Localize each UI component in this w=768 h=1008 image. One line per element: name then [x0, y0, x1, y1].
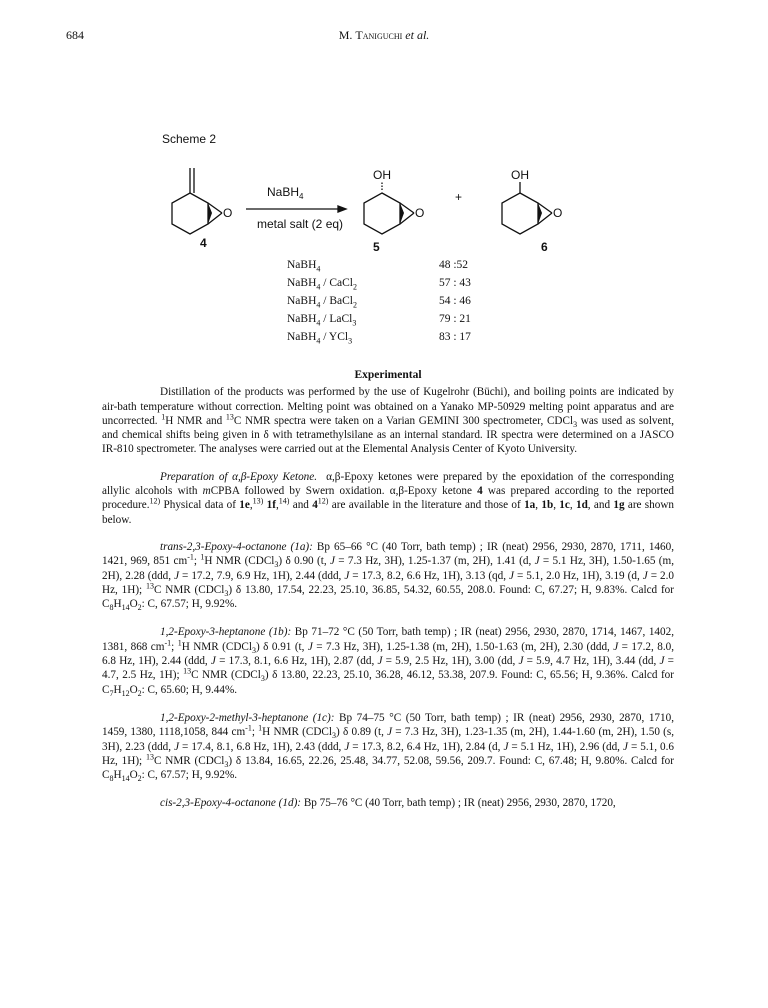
ratio-reagent: NaBH$_4$ / LaCl$_3$ [287, 313, 357, 328]
oxygen-label-6: O [553, 206, 563, 220]
preparation-paragraph: Preparation of α,β-Epoxy Ketone. α,β-Epoxy ketones were prepared by the epoxidation of the corresponding allylic alcohols with mCPBA followed by Swern oxidation. α,β-Epoxy ketone 4 was prepared according to the reported procedure.$^{12)}$ Physical data of 1e,$^{13)}$ 1f,$^{14)}$ and 4$^{12)}$ are available in the literature and those of 1a, 1b, 1c, 1d, and 1g are shown below. [102, 470, 675, 526]
oxygen-label-5: O [415, 206, 425, 220]
ratio-reagent: NaBH$_4$ / CaCl$_2$ [287, 277, 357, 292]
plus-sign: + [455, 190, 463, 204]
preparation-title: Preparation of α,β-Epoxy Ketone. [160, 470, 318, 483]
experimental-heading: Experimental [354, 369, 422, 381]
compound-1d-data: cis-2,3-Epoxy-4-octanone (1d): Bp 75–76 °C (40 Torr, bath temp) ; IR (neat) 2956, 2930, 2870, 1720, [160, 797, 616, 810]
ratio-value: 79 : 21 [438, 313, 471, 325]
compound-5-structure [364, 182, 414, 234]
scheme-title: Scheme 2 [162, 132, 217, 146]
ratio-row [287, 292, 471, 310]
ratio-value: 83 : 17 [438, 331, 471, 343]
experimental-section [102, 368, 674, 825]
compound-number-4: 4 [200, 236, 207, 250]
compound-1b-data: 1,2-Epoxy-3-heptanone (1b): Bp 71–72 °C (50 Torr, bath temp) ; IR (neat) 2956, 2930, 2870, 1714, 1467, 1402, 1381, 868 $cm^{-1}$; $^1$H NMR (CDCl$_3$) δ 0.91 (t, J = 7.3 Hz, 3H), 1.25-1.38 (m, 2H), 1.50-1.63 (m, 2H), 2.30 (ddd, J = 17.2, 8.0, 6.8 Hz, 1H), 2.44 (ddd, J = 17.3, 8.1, 6.6 Hz, 1H), 2.87 (dd, J = 5.9, 2.5 Hz, 1H), 3.00 (dd, J = 5.9, 4.7 Hz, 1H), 3.44 (dd, J = 4.7, 2.5 Hz, 1H); $^{13}$C NMR (CDCl$_3$) δ 13.80, 22.23, 25.10, 36.28, 46.12, 53.38, 207.9. Found: C, 65.56; H, 9.36%. Calcd for $C_7H_{12}O_2$: C, 65.60; H, 9.44%. [102, 626, 675, 698]
ratio-value: 54 : 46 [438, 295, 471, 307]
reagent-label: NaBH$_4$ [267, 185, 304, 201]
author-name: Taniguchi [355, 28, 403, 42]
running-header: M. Taniguchi et al. [338, 28, 430, 42]
compound-number-5: 5 [373, 240, 380, 254]
ratio-value: 57 : 43 [438, 277, 471, 289]
compound-1a-data: trans-2,3-Epoxy-4-octanone (1a): Bp 65–66 °C (40 Torr, bath temp) ; IR (neat) 2956, 2930, 2870, 1711, 1460, 1421, 969, 851 $cm^{-1}$; $^1$H NMR (CDCl$_3$) δ 0.90 (t, J = 7.3 Hz, 3H), 1.25-1.37 (m, 2H), 1.41 (d, J = 5.1 Hz, 3H), 1.50-1.65 (m, 2H), 2.28 (ddd, J = 17.2, 7.9, 6.9 Hz, 1H), 2.44 (ddd, J = 17.3, 8.2, 6.6 Hz, 1H), 3.13 (qd, J = 5.1, 2.0 Hz, 1H), 3.19 (d, J = 2.0 Hz, 1H); $^{13}$C NMR (CDCl$_3$) δ 13.80, 17.54, 22.23, 25.10, 36.85, 54.32, 60.55, 208.0. Found: C, 67.27; H, 9.83%. Calcd for $C_8H_{14}O_2$: C, 67.57; H, 9.92%. [102, 540, 675, 613]
compound-4-structure [172, 168, 222, 234]
ratio-row [287, 328, 471, 346]
compound-6-structure [502, 182, 552, 234]
general-methods-paragraph: Distillation of the products was performed by the use of Kugelrohr (Büchi), and boiling points are indicated by air-bath temperature without correction. Melting point was obtained on a Yanako MP-50929 melting point apparatus and are uncorrected. $^1$H NMR and $^{13}$C NMR spectra were taken on a Varian GEMINI 300 spectrometer, CDCl$_3$ was used as solvent, and chemical shifts being given in δ with tetramethylsilane as an internal standard. IR spectra were determined on a JASCO IR-810 spectrometer. The analyses were carried out at the Elemental Analysis Center of Kyoto University. [102, 386, 674, 456]
ratio-row [287, 256, 471, 274]
oxygen-label-4: O [223, 206, 233, 220]
reaction-scheme [0, 0, 768, 260]
compound-1c-data: 1,2-Epoxy-2-methyl-3-heptanone (1c): Bp 74–75 °C (50 Torr, bath temp) ; IR (neat) 2956, 2930, 2870, 1710, 1459, 1380, 1118,1058, 844 $cm^{-1}$; $^1$H NMR (CDCl$_3$) δ 0.89 (t, J = 7.3 Hz, 3H), 1.23-1.35 (m, 2H), 1.44-1.60 (m, 2H), 1.50 (s, 3H), 2.23 (ddd, J = 17.4, 8.1, 6.8 Hz, 1H), 2.43 (ddd, J = 17.3, 8.2, 6.4 Hz, 1H), 2.84 (d, J = 5.1 Hz, 1H), 2.96 (dd, J = 5.1, 0.6 Hz, 1H); $^{13}$C NMR (CDCl$_3$) δ 13.84, 16.65, 22.26, 25.48, 34.77, 52.08, 59.56, 209.7. Found: C, 67.48; H, 9.80%. Calcd for $C_8H_{14}O_2$: C, 67.57; H, 9.92%. [102, 711, 675, 784]
ratio-reagent: NaBH$_4$ / YCl$_3$ [287, 331, 353, 346]
compound-number-6: 6 [541, 240, 548, 254]
ratio-row [287, 310, 471, 328]
conditions-label: metal salt (2 eq) [257, 217, 344, 231]
ratio-table [287, 256, 471, 346]
hydroxyl-label-6: OH [511, 168, 529, 182]
hydroxyl-label-5: OH [373, 168, 391, 182]
ratio-reagent: NaBH$_4$ / BaCl$_2$ [287, 295, 357, 310]
ratio-value: 48 :52 [438, 259, 469, 271]
ratio-reagent: NaBH$_4$ [287, 259, 321, 274]
ratio-row [287, 274, 471, 292]
page-number: 684 [66, 28, 84, 42]
